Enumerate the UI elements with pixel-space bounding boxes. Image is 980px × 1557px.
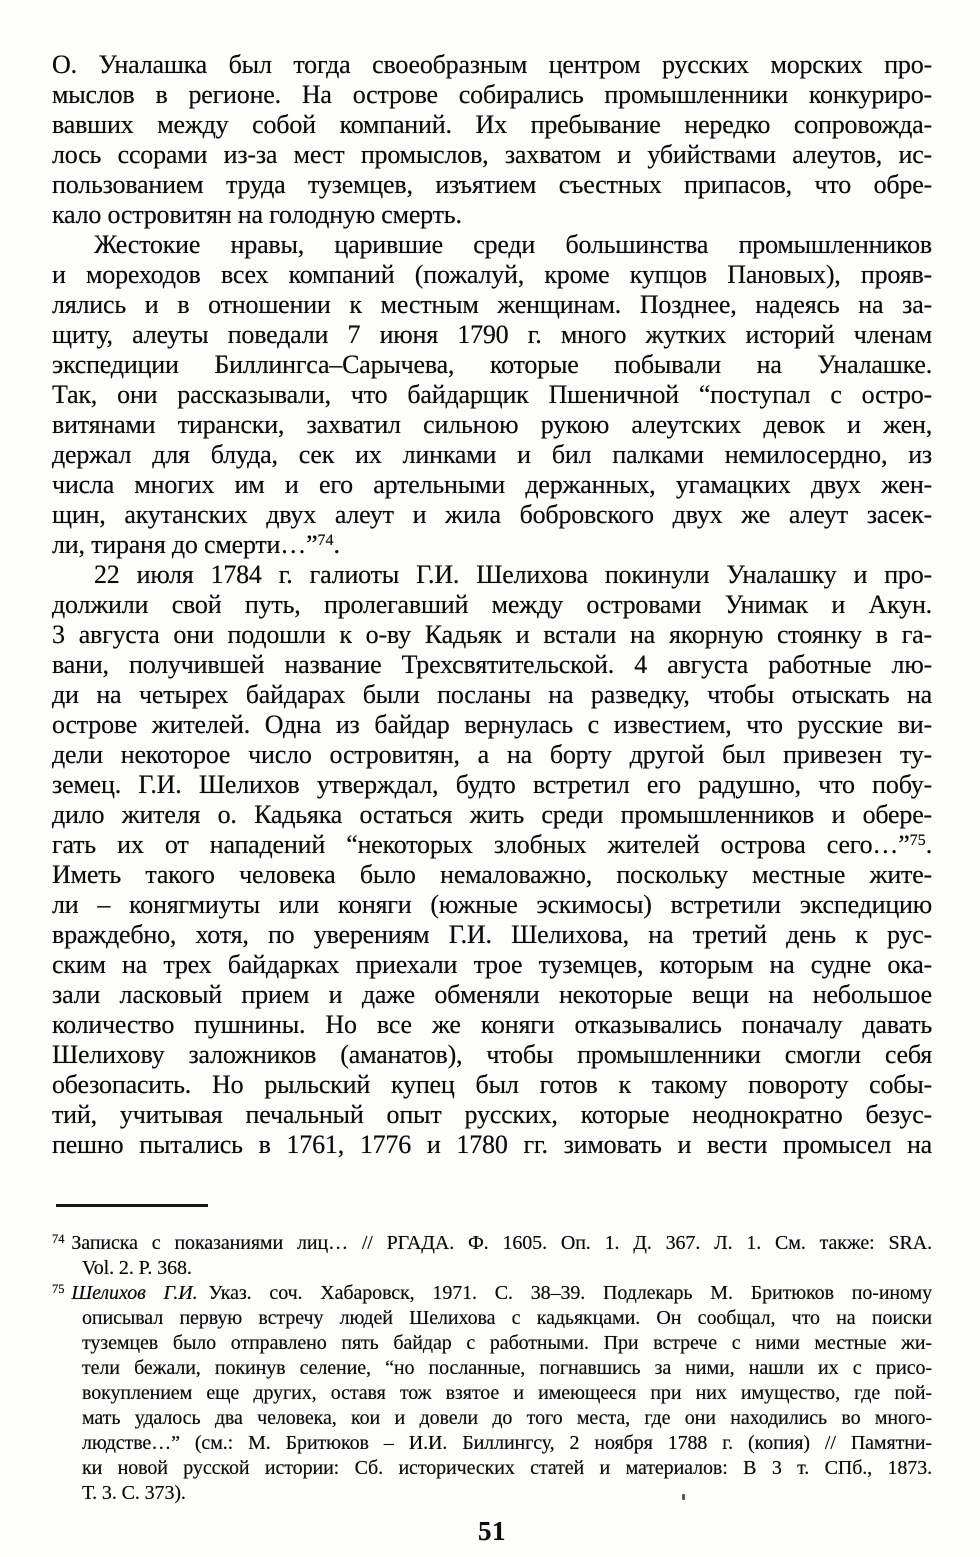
footnote-line: ки новой русской истории: Сб. исторических статей и материалов: В 3 т. СПб., 1873. bbox=[82, 1457, 932, 1479]
text-line: вани, получившей название Трехсвятительской. 4 августа работные лю- bbox=[52, 650, 932, 679]
footnote-line: вокуплением еще других, оставя тож взятое и имеющееся при них имущество, где пой- bbox=[82, 1382, 932, 1404]
text-line: Иметь такого человека было немаловажно, поскольку местные жите- bbox=[52, 860, 932, 889]
footnote-74 bbox=[52, 1231, 932, 1281]
text-line: ди на четырех байдарах были посланы на разведку, чтобы отыскать на bbox=[52, 680, 932, 709]
footnote-number-74: 74 bbox=[52, 1232, 65, 1247]
footnote-line: Т. 3. С. 373). bbox=[82, 1482, 186, 1504]
scan-artifact bbox=[682, 1494, 685, 1500]
text-line: О. Уналашка был тогда своеобразным центром русских морских про- bbox=[52, 50, 932, 79]
footnote-line bbox=[52, 1281, 932, 1306]
text-line: земец. Г.И. Шелихов утверждал, будто встретил его радушно, что побу- bbox=[52, 770, 932, 799]
footnote-ref-75: 75 bbox=[909, 832, 926, 850]
text-line: витянами тирански, захватил сильною рукою алеутских девок и жен, bbox=[52, 410, 932, 439]
footnote-line: описывал первую встречу людей Шелихова с кадьякцами. Он сообщал, что на поиски bbox=[82, 1307, 932, 1329]
text-line: 22 июля 1784 г. галиоты Г.И. Шелихова покинули Уналашку и про- bbox=[94, 560, 932, 589]
footnote-line: мать удалось два человека, кои и довели до того места, где они находились во много- bbox=[82, 1407, 932, 1429]
text-line: дило жителя о. Кадьяка остаться жить среди промышленников и обере- bbox=[52, 800, 932, 829]
footnote-text: Записка с показаниями лиц… // РГАДА. Ф. 1605. Оп. 1. Д. 367. Л. 1. См. также: SRA. bbox=[71, 1232, 932, 1254]
paragraph-1 bbox=[52, 50, 932, 230]
text-line: держал для блуда, сек их линками и бил палками немилосердно, из bbox=[52, 440, 932, 469]
text-line: лось ссорами из-за мест промыслов, захватом и убийствами алеутов, ис- bbox=[52, 140, 932, 169]
footnote-75 bbox=[52, 1281, 933, 1506]
text-line: пешно пытались в 1761, 1776 и 1780 гг. зимовать и вести промысел на bbox=[52, 1130, 932, 1159]
footnote-line bbox=[52, 1231, 932, 1256]
text-line: количество пушнины. Но все же коняги отказывались поначалу давать bbox=[52, 1010, 932, 1039]
page-number: 51 bbox=[478, 1516, 506, 1546]
text-line: должили свой путь, пролегавший между островами Унимак и Акун. bbox=[52, 590, 932, 619]
text-line: лялись и в отношении к местным женщинам. Позднее, надеясь на за- bbox=[52, 290, 932, 319]
paragraph-2 bbox=[52, 230, 932, 560]
text-line: щин, акутанских двух алеут и жила бобровского двух же алеут засек- bbox=[52, 500, 932, 529]
footnote-line: Vol. 2. P. 368. bbox=[82, 1257, 192, 1279]
footnote-separator bbox=[56, 1204, 208, 1207]
footnotes-section bbox=[52, 1231, 932, 1506]
footnote-text: Указ. соч. Хабаровск, 1971. С. 38–39. Подлекарь М. Бритюков по-иному bbox=[208, 1282, 933, 1304]
paragraph-3 bbox=[52, 560, 932, 1160]
text-line: экспедиции Биллингса–Сарычева, которые побывали на Уналашке. bbox=[52, 350, 932, 379]
text-line: враждебно, хотя, по уверениям Г.И. Шелихова, на третий день к рус- bbox=[52, 920, 932, 949]
text-line: щиту, алеуты поведали 7 июня 1790 г. много жутких историй членам bbox=[52, 320, 932, 349]
sentence-period: . bbox=[925, 830, 932, 859]
text-line: ли – конягмиуты или коняги (южные эскимосы) встретили экспедицию bbox=[52, 890, 932, 919]
footnote-line: туземцев было отправлено пять байдар с работными. При встрече с ними местные жи- bbox=[82, 1332, 932, 1354]
text-line: Жестокие нравы, царившие среди большинства промышленников bbox=[94, 230, 932, 259]
text-line bbox=[52, 530, 932, 560]
text-line: мыслов в регионе. На острове собирались промышленники конкуриро- bbox=[52, 80, 932, 109]
text-line: ским на трех байдарках приехали трое туземцев, которым на судне ока- bbox=[52, 950, 932, 979]
footnote-line: тели бежали, покинув селение, “но посланные, погнавшись за ними, нашли их с присо- bbox=[82, 1357, 932, 1379]
text-line: Шелихову заложников (аманатов), чтобы промышленники смогли себя bbox=[52, 1040, 932, 1069]
main-text bbox=[52, 50, 932, 1160]
text-line: 3 августа они подошли к о-ву Кадьяк и встали на якорную стоянку в га- bbox=[52, 620, 932, 649]
text-line: числа многих им и его артельными держанных, угамацких двух жен- bbox=[52, 470, 932, 499]
cited-author: Шелихов Г.И. bbox=[71, 1282, 198, 1304]
footnote-line: людстве…” (см.: М. Бритюков – И.И. Биллингсу, 2 ноября 1788 г. (копия) // Памятни- bbox=[82, 1432, 932, 1454]
quote-end-text: ли, тираня до смерти…” bbox=[52, 530, 318, 559]
text-line: кало островитян на голодную смерть. bbox=[52, 200, 462, 229]
text-line: вавших между собой компаний. Их пребывание нередко сопровожда- bbox=[52, 110, 932, 139]
footnote-number-75: 75 bbox=[52, 1282, 65, 1297]
text-line: острове жителей. Одна из байдар вернулась с известием, что русские ви- bbox=[52, 710, 932, 739]
text-line: дели некоторое число островитян, а на борту другой был привезен ту- bbox=[52, 740, 932, 769]
footnote-ref-74: 74 bbox=[317, 532, 334, 550]
text-line: и мореходов всех компаний (пожалуй, кроме купцов Пановых), прояв- bbox=[52, 260, 932, 289]
quote-end-text: гать их от нападений “некоторых злобных жителей острова сего…” bbox=[52, 830, 910, 859]
text-line: обезопасить. Но рыльский купец был готов к такому повороту собы- bbox=[52, 1070, 932, 1099]
text-line: пользованием труда туземцев, изъятием съестных припасов, что обре- bbox=[52, 170, 932, 199]
text-line: Так, они рассказывали, что байдарщик Пшеничной “поступал с остро- bbox=[52, 380, 932, 409]
text-line: тий, учитывая печальный опыт русских, которые неоднократно безус- bbox=[52, 1100, 932, 1129]
text-line: зали ласковый прием и даже обменяли некоторые вещи на небольшое bbox=[52, 980, 932, 1009]
text-line bbox=[52, 830, 932, 860]
sentence-period: . bbox=[333, 530, 340, 559]
